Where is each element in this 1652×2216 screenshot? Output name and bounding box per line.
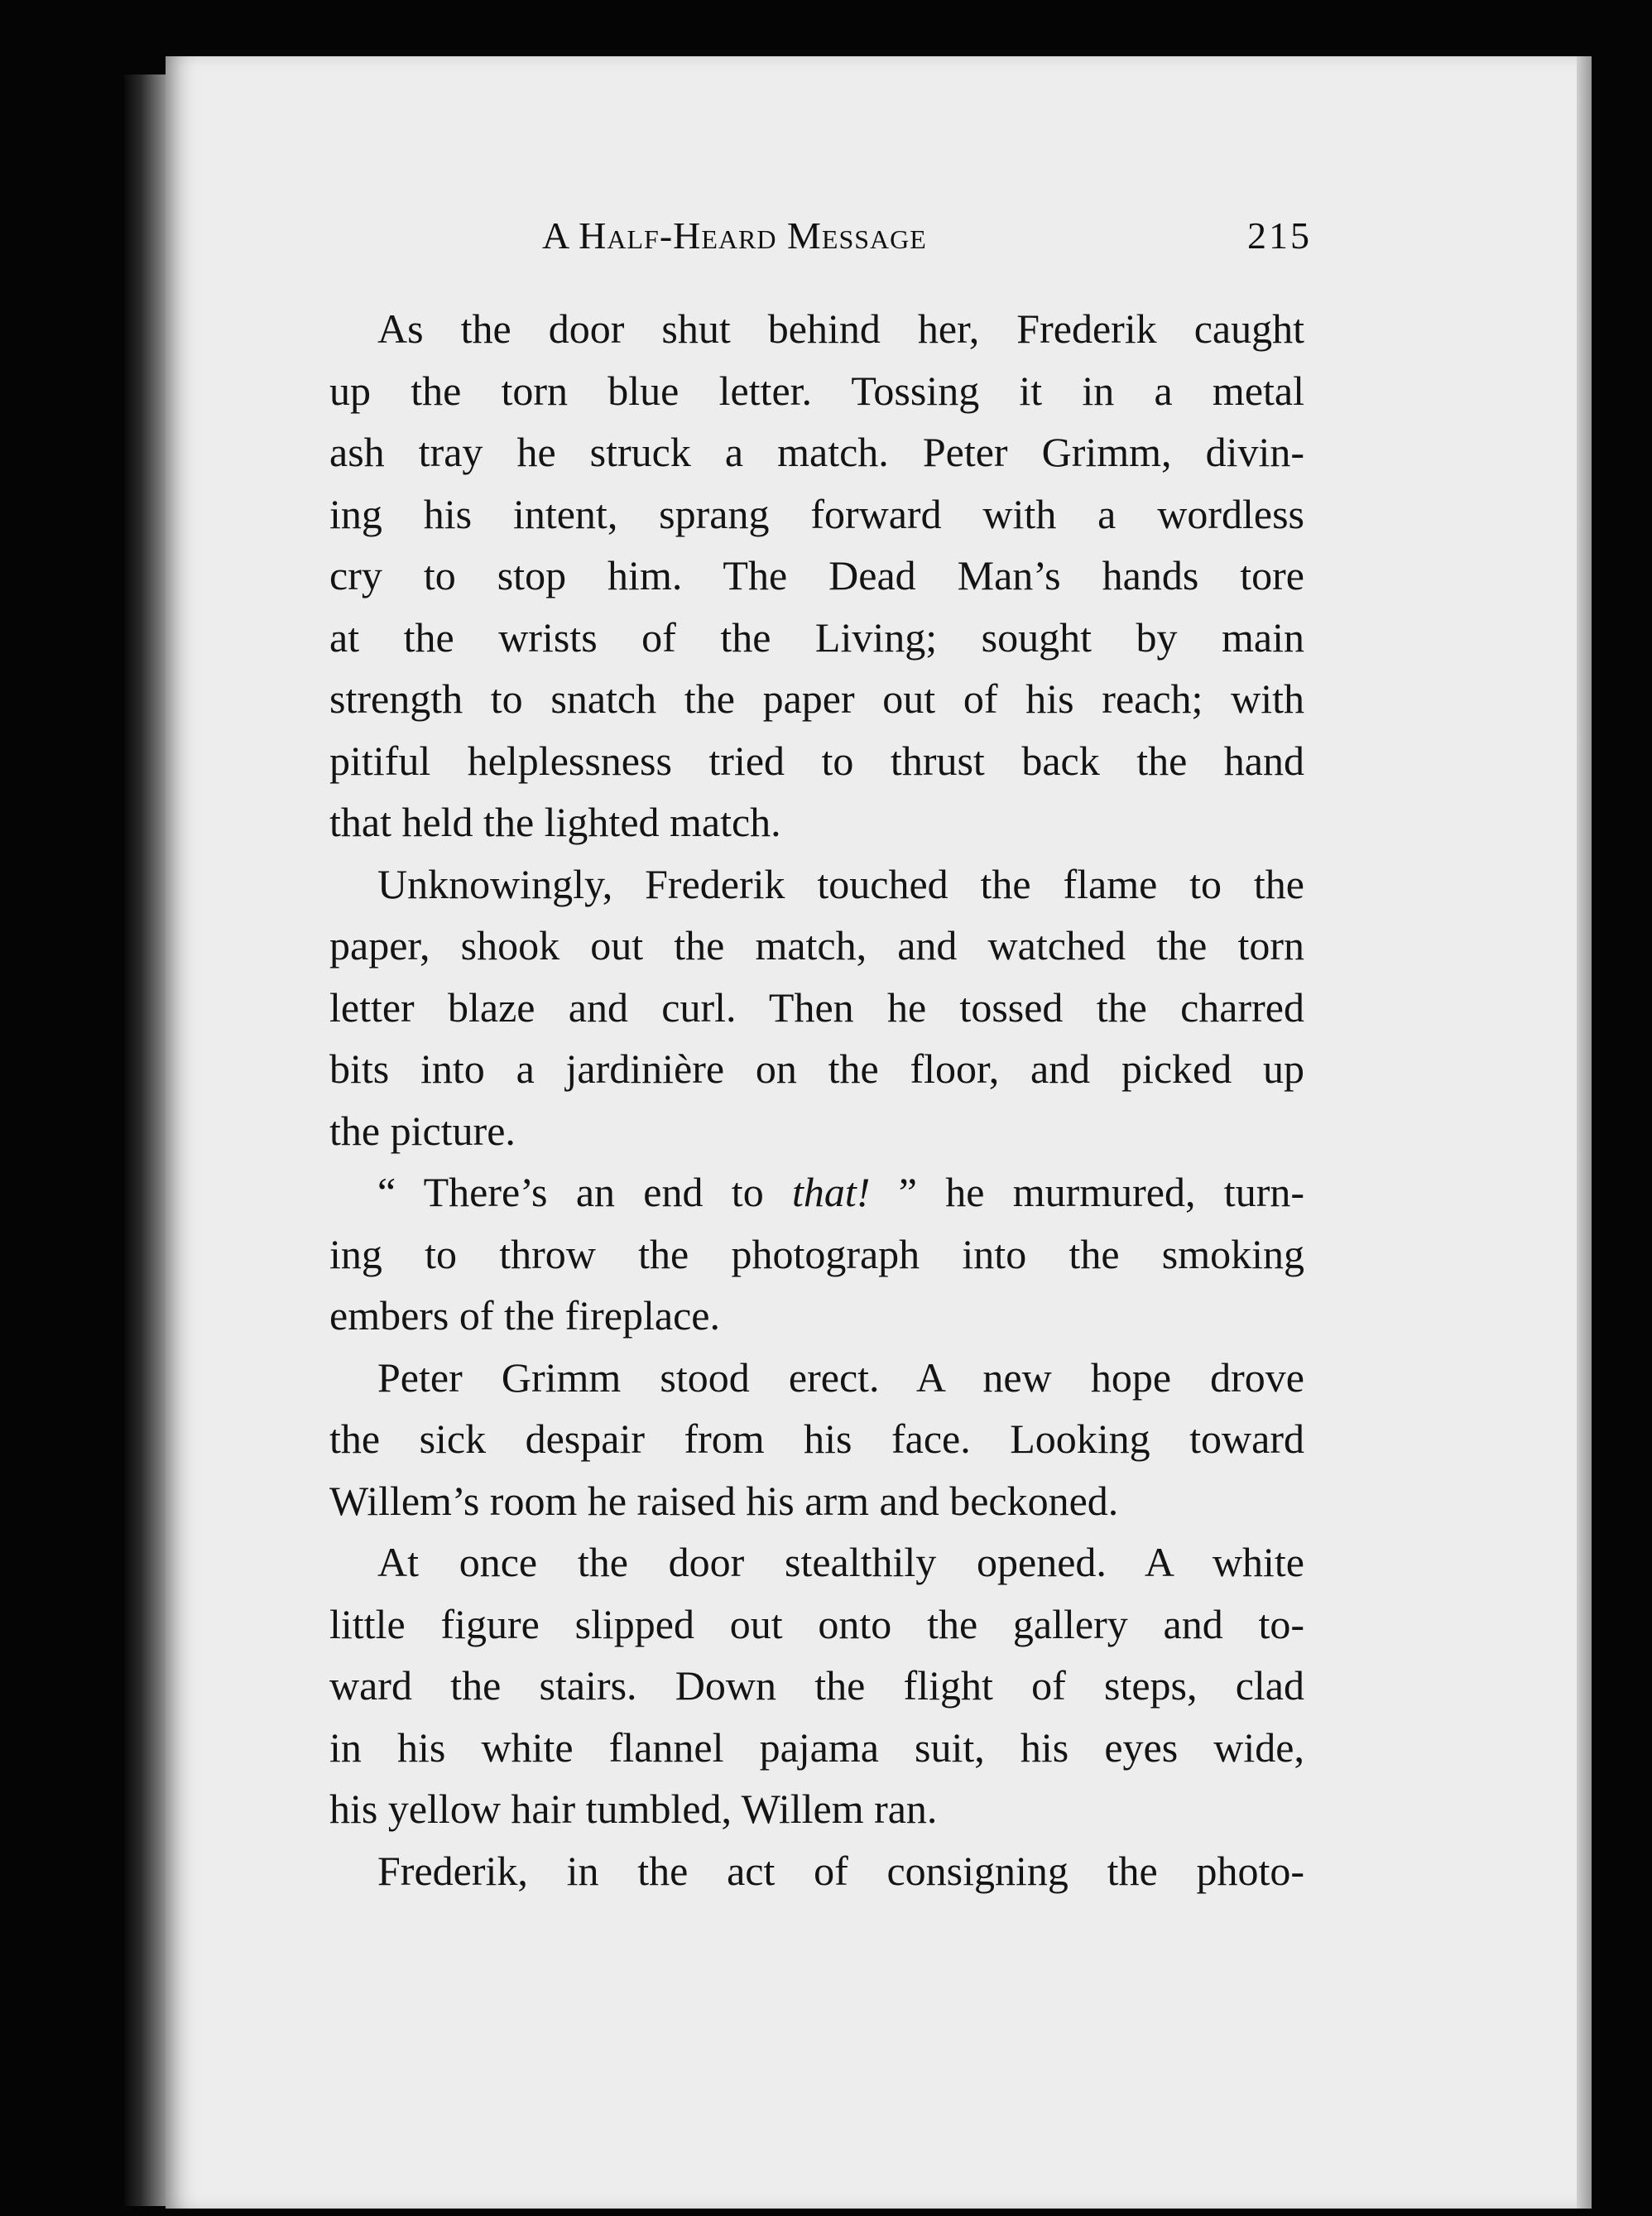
text-line: little figure slipped out onto the gallery and to- — [329, 1600, 1304, 1647]
text-line: ing his intent, sprang forward with a wordless — [329, 490, 1304, 537]
paragraph-5 — [329, 1531, 1304, 1840]
text-line: paper, shook out the match, and watched the torn — [329, 922, 1304, 969]
text-line: letter blaze and curl. Then he tossed the charred — [329, 983, 1304, 1031]
text-line: Peter Grimm stood erect. A new hope drove — [377, 1353, 1304, 1401]
text-line: in his white flannel pajama suit, his eyes wide, — [329, 1723, 1304, 1771]
text-line: his yellow hair tumbled, Willem ran. — [329, 1786, 938, 1832]
text-line: Frederik, in the act of consigning the photo- — [377, 1847, 1304, 1894]
paragraph-6 — [329, 1840, 1304, 1902]
paragraph-3 — [329, 1161, 1304, 1347]
quote-close-text: ” he murmured, turn- — [870, 1169, 1304, 1215]
paragraph-2 — [329, 853, 1304, 1162]
running-title: A Half-Heard Message — [542, 214, 927, 257]
text-line: the sick despair from his face. Looking toward — [329, 1416, 1304, 1462]
text-line: Unknowingly, Frederik touched the flame to the — [377, 860, 1304, 907]
text-line: at the wrists of the Living; sought by main — [329, 613, 1304, 661]
text-line: As the door shut behind her, Frederik caught — [377, 305, 1304, 352]
page-edge — [1577, 56, 1592, 2209]
body-text — [329, 298, 1304, 1901]
text-line: Willem’s room he raised his arm and beckoned. — [329, 1477, 1119, 1524]
text-line: embers of the fireplace. — [329, 1292, 720, 1339]
text-line: ash tray he struck a match. Peter Grimm, divin- — [329, 429, 1304, 475]
text-line: cry to stop him. The Dead Man’s hands tore — [329, 552, 1304, 598]
emphasized-word: that! — [792, 1169, 871, 1215]
page-number: 215 — [1247, 214, 1312, 257]
text-line: pitiful helplessness tried to thrust back the hand — [329, 737, 1304, 784]
page-header — [542, 214, 1312, 272]
text-line: up the torn blue letter. Tossing it in a metal — [329, 367, 1304, 414]
paragraph-4 — [329, 1347, 1304, 1532]
text-line: bits into a jardinière on the floor, and picked up — [329, 1046, 1304, 1092]
text-line: ward the stairs. Down the flight of steps, clad — [329, 1662, 1304, 1709]
paragraph-1 — [329, 298, 1304, 853]
text-line: strength to snatch the paper out of his reach; with — [329, 675, 1304, 722]
text-line: the picture. — [329, 1107, 516, 1154]
text-line — [329, 1161, 1304, 1223]
text-line: At once the door stealthily opened. A white — [377, 1539, 1304, 1585]
text-line: ing to throw the photograph into the smoking — [329, 1230, 1304, 1277]
quote-open-text: “ There’s an end to — [377, 1169, 792, 1215]
text-line: that held the lighted match. — [329, 799, 781, 845]
